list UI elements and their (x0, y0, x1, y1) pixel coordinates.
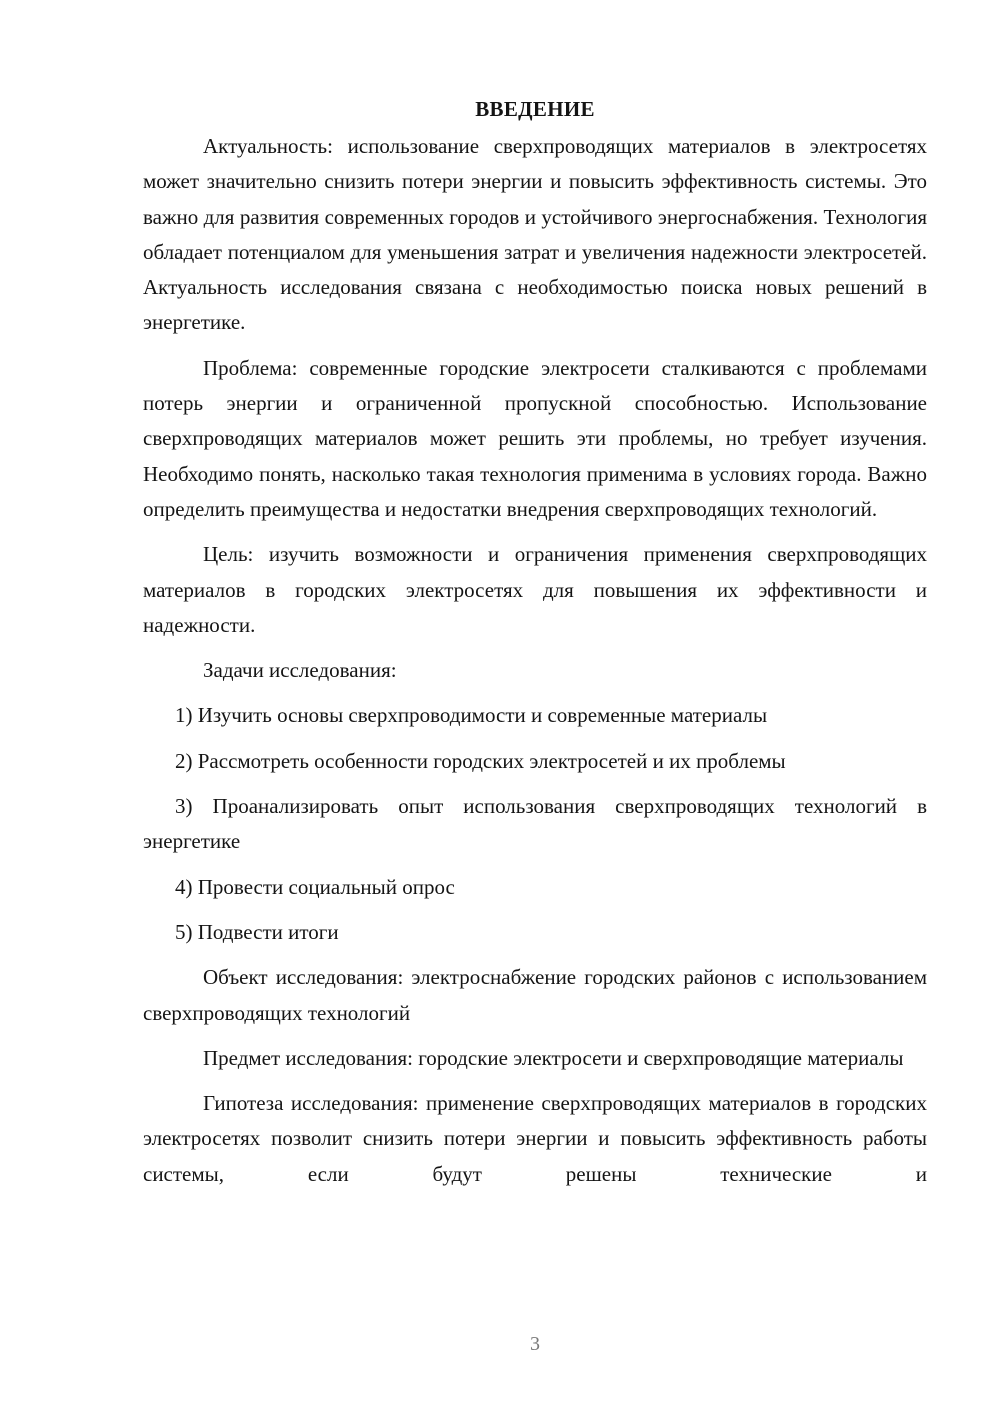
paragraph-subject: Предмет исследования: городские электросети и сверхпроводящие материалы (203, 1045, 904, 1070)
page-title: ВВЕДЕНИЕ (475, 97, 595, 121)
list-item: 4) Провести социальный опрос (175, 874, 455, 899)
list-item: 2) Рассмотреть особенности городских электросетей и их проблемы (175, 748, 786, 773)
tasks-heading: Задачи исследования: (203, 658, 397, 683)
list-item: 1) Изучить основы сверхпроводимости и современные материалы (175, 703, 768, 728)
paragraph-hypothesis: Гипотеза исследования: применение сверхпроводящих материалов в городских электросетях позволит снизить потери энергии и повысить эффективность работы системы, если будут решены технические и (143, 1091, 927, 1186)
page-number: 3 (530, 1333, 540, 1355)
list-item: 3) Проанализировать опыт использования сверхпроводящих технологий в энергетике (143, 794, 927, 854)
paragraph-object: Объект исследования: электроснабжение городских районов с использованием сверхпроводящих технологий (143, 965, 927, 1025)
tasks-list (143, 698, 927, 950)
document-page (143, 92, 927, 1202)
list-item: 5) Подвести итоги (175, 919, 339, 944)
paragraph-actuality: Актуальность: использование сверхпроводящих материалов в электросетях может значительно снизить потери энергии и повысить эффективность системы. Это важно для развития современных городов и устойчивого энергоснабжения. Технология обладает потенциалом для уменьшения затрат и увеличения надежности электросетей. Актуальность исследования связана с необходимостью поиска новых решений в энергетике. (143, 134, 927, 335)
paragraph-goal: Цель: изучить возможности и ограничения применения сверхпроводящих материалов в городских электросетях для повышения их эффективности и надежности. (143, 542, 927, 637)
paragraph-problem: Проблема: современные городские электросети сталкиваются с проблемами потерь энергии и ограниченной пропускной способностью. Использование сверхпроводящих материалов может решить эти проблемы, но требует изучения. Необходимо понять, насколько такая технология применима в условиях города. Важно определить преимущества и недостатки внедрения сверхпроводящих технологий. (143, 355, 927, 521)
